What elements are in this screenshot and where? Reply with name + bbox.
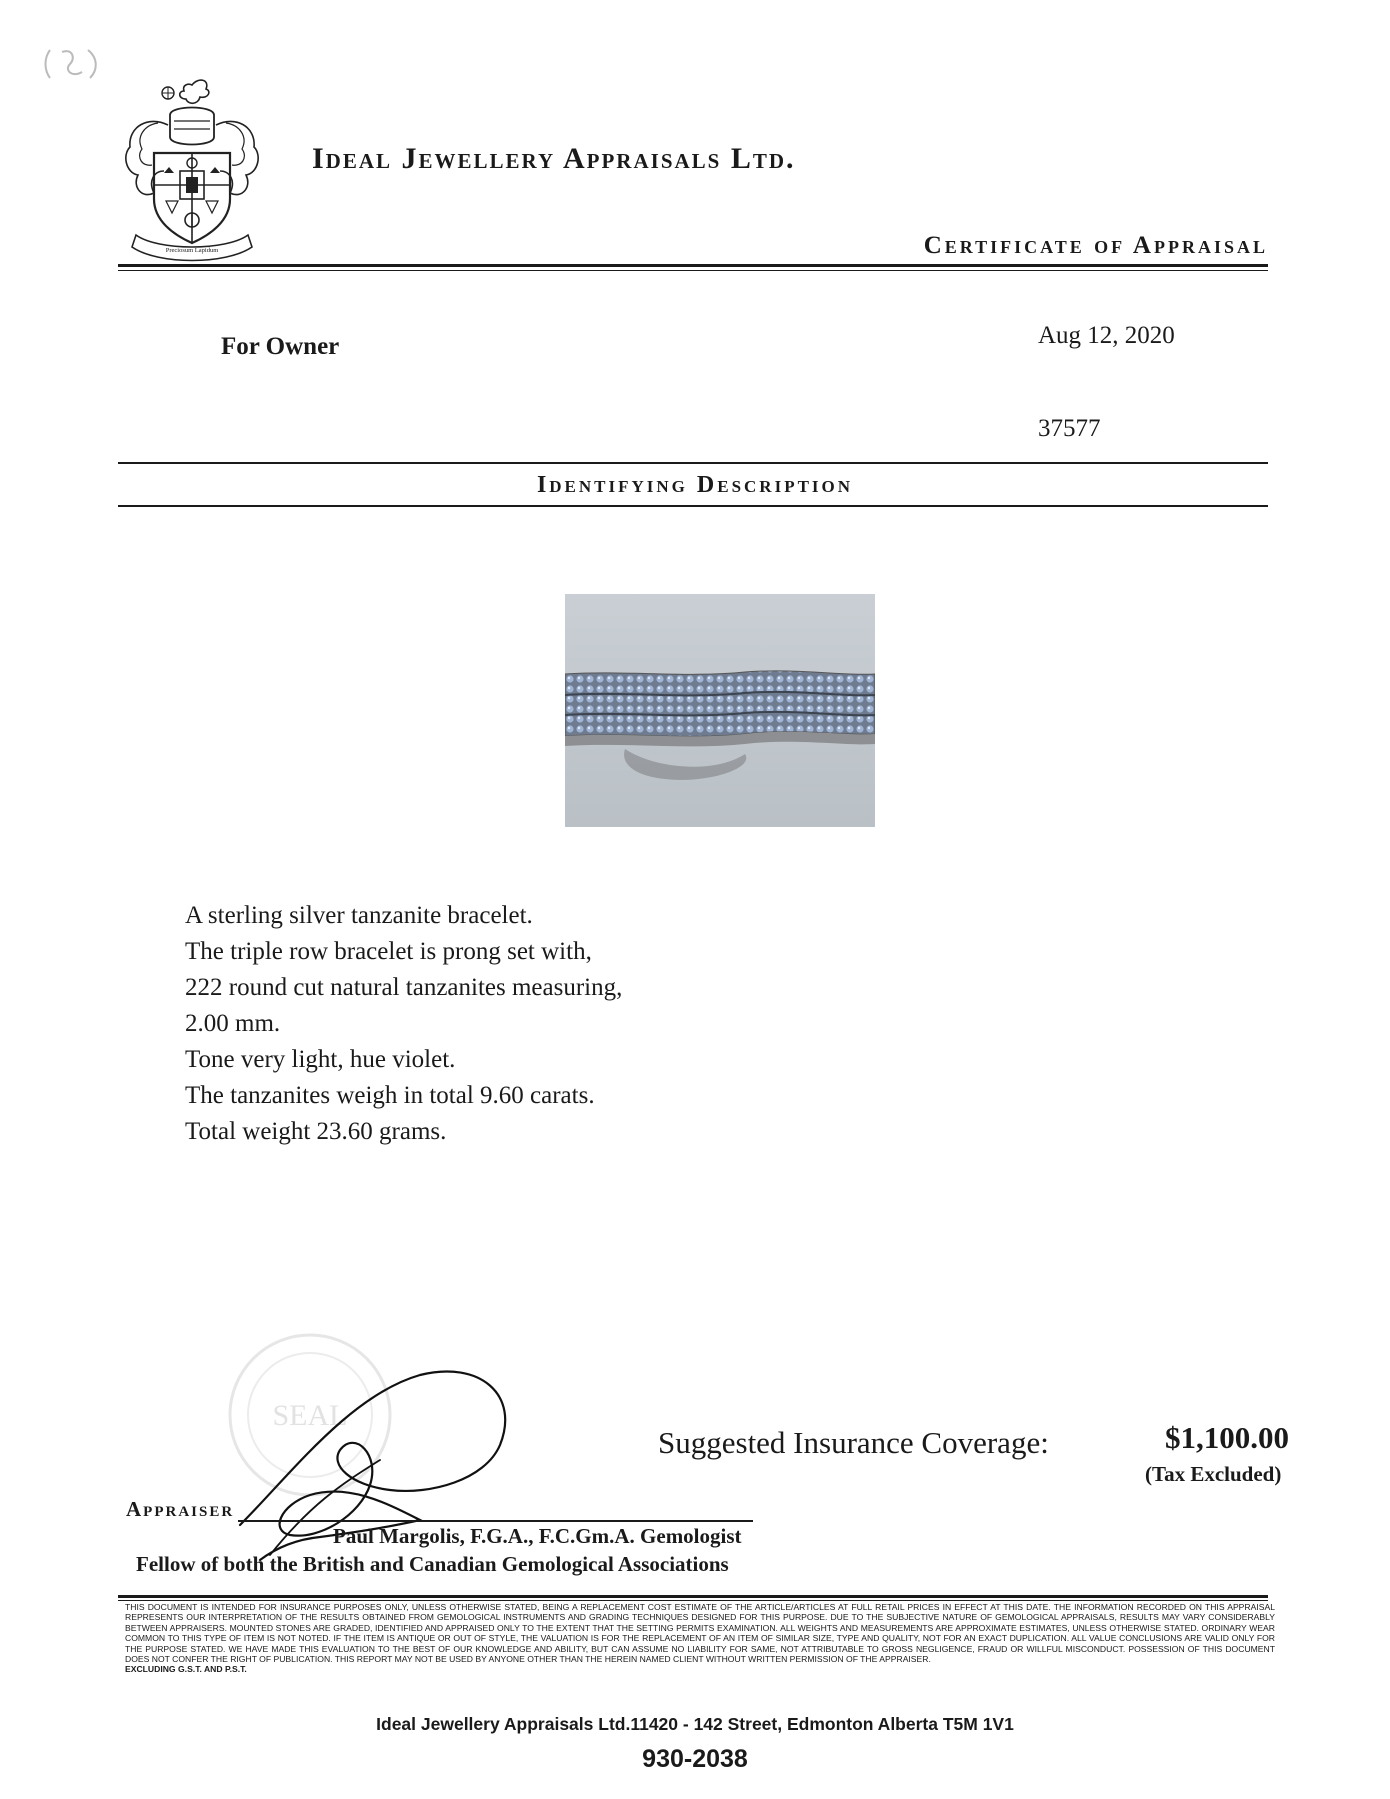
signature-line (238, 1520, 753, 1522)
owner-label: For Owner (221, 333, 340, 360)
section-rule-bottom (118, 505, 1268, 507)
description-line: Tone very light, hue violet. (185, 1046, 456, 1073)
tax-exclusion: EXCLUDING G.S.T. AND P.S.T. (125, 1664, 247, 1675)
header-rule-thick (118, 264, 1268, 267)
insurance-label: Suggested Insurance Coverage: (658, 1425, 1049, 1460)
footer-rule-thick (118, 1595, 1268, 1598)
appraiser-fellowship: Fellow of both the British and Canadian Gemological Associations (136, 1552, 729, 1576)
appraisal-date: Aug 12, 2020 (1038, 322, 1175, 349)
description-line: A sterling silver tanzanite bracelet. (185, 902, 533, 929)
crest-motto: Preciosum Lapidum (165, 247, 219, 254)
section-title: Identifying Description (536, 472, 854, 498)
crest-logo-icon (118, 75, 266, 265)
insurance-amount: $1,100.00 (1165, 1420, 1289, 1455)
description-line: Total weight 23.60 grams. (185, 1118, 447, 1145)
description-line: 222 round cut natural tanzanites measuring, (185, 974, 623, 1001)
header-rule-thin (118, 270, 1268, 271)
handwritten-mark-icon (42, 44, 102, 82)
footer-rule-thin (118, 1600, 1268, 1601)
description-line: The triple row bracelet is prong set with, (185, 938, 592, 965)
description-line: The tanzanites weigh in total 9.60 carats. (185, 1082, 595, 1109)
seal-text: SEAL (272, 1399, 348, 1432)
bracelet-photo (565, 594, 875, 827)
tax-note: (Tax Excluded) (1145, 1462, 1282, 1486)
appraiser-label: Appraiser (126, 1497, 235, 1521)
item-description (185, 898, 622, 1150)
footer-phone: 930-2038 (642, 1745, 748, 1773)
section-rule-top (118, 462, 1268, 464)
description-line: 2.00 mm. (185, 1010, 281, 1037)
company-name: Ideal Jewellery Appraisals Ltd. (312, 142, 796, 175)
disclaimer-text: THIS DOCUMENT IS INTENDED FOR INSURANCE PURPOSES ONLY, UNLESS OTHERWISE STATED, BEING A REPLACEMENT COST ESTIMATE OF THE ARTICLE/ARTICLES AT FULL RETAIL PRICES IN EFFECT AT THIS DATE. THE INFORMATION RECORDED ON THIS APPRAISAL REPRESENTS OUR INTERPRETATION OF THE RESULTS OBTAINED FROM GEMOLOGICAL INSTRUMENTS AND GRADING TECHNIQUES DESIGNED FOR THIS PURPOSE. DUE TO THE SUBJECTIVE NATURE OF GEMOLOGICAL APPRAISALS, RESULTS MAY VARY CONSIDERABLY BETWEEN APPRAISERS. MOUNTED STONES ARE GRADED, IDENTIFIED AND APPRAISED ONLY TO THE EXTENT THAT THE SETTING PERMITS EXAMINATION. ALL WEIGHTS AND MEASUREMENTS ARE APPROXIMATE ESTIMATES, UNLESS OTHERWISE STATED. ORDINARY WEAR COMMON TO THIS TYPE OF ITEM IS NOT NOTED. IF THE ITEM IS ANTIQUE OR OUT OF STYLE, THE VALUATION IS FOR THE REPLACEMENT OF AN ITEM OF SIMILAR SIZE, TYPE AND QUALITY, NOT FOR AN EXACT DUPLICATION. ALL VALUE CONCLUSIONS ARE VALID ONLY FOR THE PURPOSE STATED. WE HAVE MADE THIS EVALUATION TO THE BEST OF OUR KNOWLEDGE AND ABILITY, BUT CAN ASSUME NO LIABILITY FOR SAME, NOT ATTRIBUTABLE TO GROSS NEGLIGENCE, FRAUD OR WILLFUL MISCONDUCT. POSSESSION OF THIS DOCUMENT DOES NOT CONFER THE RIGHT OF PUBLICATION. THIS REPORT MAY NOT BE USED BY ANYONE OTHER THAN THE HEREIN NAMED CLIENT WITHOUT WRITTEN PERMISSION OF THE APPRAISER. (125, 1602, 1275, 1665)
disclaimer (125, 1602, 1275, 1675)
appraiser-name: Paul Margolis, F.G.A., F.C.Gm.A. Gemologist (333, 1524, 742, 1548)
footer-address: Ideal Jewellery Appraisals Ltd.11420 - 142 Street, Edmonton Alberta T5M 1V1 (376, 1714, 1014, 1734)
document-title: Certificate of Appraisal (923, 232, 1268, 259)
certificate-number: 37577 (1038, 415, 1101, 442)
